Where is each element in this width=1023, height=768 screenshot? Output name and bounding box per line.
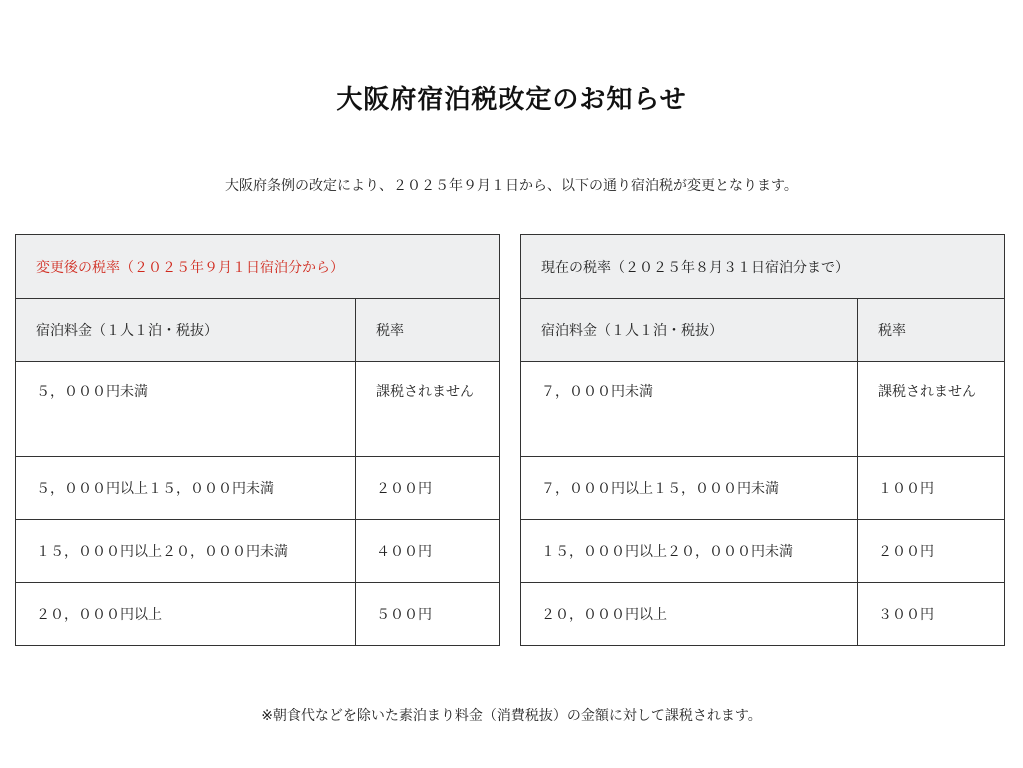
- rate-cell: 課税されません: [356, 362, 500, 457]
- table-row: [16, 457, 500, 520]
- rate-cell: ２００円: [356, 457, 500, 520]
- new-rates-table: [15, 234, 500, 646]
- table-row: [16, 362, 500, 457]
- new-rates-heading: 変更後の税率（２０２５年９月１日宿泊分から）: [16, 235, 500, 299]
- rate-cell: １００円: [858, 457, 1005, 520]
- price-cell: ２０，０００円以上: [16, 583, 356, 646]
- price-cell: ７，０００円未満: [521, 362, 858, 457]
- current-rates-rate-header: 税率: [858, 299, 1005, 362]
- intro-text: 大阪府条例の改定により、２０２５年９月１日から、以下の通り宿泊税が変更となります。: [225, 178, 798, 194]
- new-rates-price-header: 宿泊料金（１人１泊・税抜）: [16, 299, 356, 362]
- price-cell: ５，０００円未満: [16, 362, 356, 457]
- current-rates-price-header: 宿泊料金（１人１泊・税抜）: [521, 299, 858, 362]
- new-rates-column-header-row: [16, 299, 500, 362]
- current-rates-table: [520, 234, 1005, 646]
- rate-cell: ４００円: [356, 520, 500, 583]
- new-rates-heading-row: [16, 235, 500, 299]
- table-row: [521, 457, 1005, 520]
- page-title: 大阪府宿泊税改定のお知らせ: [336, 85, 687, 115]
- price-cell: １５，０００円以上２０，０００円未満: [16, 520, 356, 583]
- current-rates-heading-row: [521, 235, 1005, 299]
- table-row: [16, 583, 500, 646]
- current-rates-column-header-row: [521, 299, 1005, 362]
- rate-cell: ２００円: [858, 520, 1005, 583]
- price-cell: ５，０００円以上１５，０００円未満: [16, 457, 356, 520]
- price-cell: １５，０００円以上２０，０００円未満: [521, 520, 858, 583]
- price-cell: ７，０００円以上１５，０００円未満: [521, 457, 858, 520]
- table-row: [521, 362, 1005, 457]
- rate-cell: ５００円: [356, 583, 500, 646]
- new-rates-rate-header: 税率: [356, 299, 500, 362]
- price-cell: ２０，０００円以上: [521, 583, 858, 646]
- rate-cell: 課税されません: [858, 362, 1005, 457]
- table-row: [16, 520, 500, 583]
- table-row: [521, 583, 1005, 646]
- footnote: ※朝食代などを除いた素泊まり料金（消費税抜）の金額に対して課税されます。: [261, 708, 762, 724]
- table-row: [521, 520, 1005, 583]
- current-rates-heading: 現在の税率（２０２５年８月３１日宿泊分まで）: [521, 235, 1005, 299]
- rate-cell: ３００円: [858, 583, 1005, 646]
